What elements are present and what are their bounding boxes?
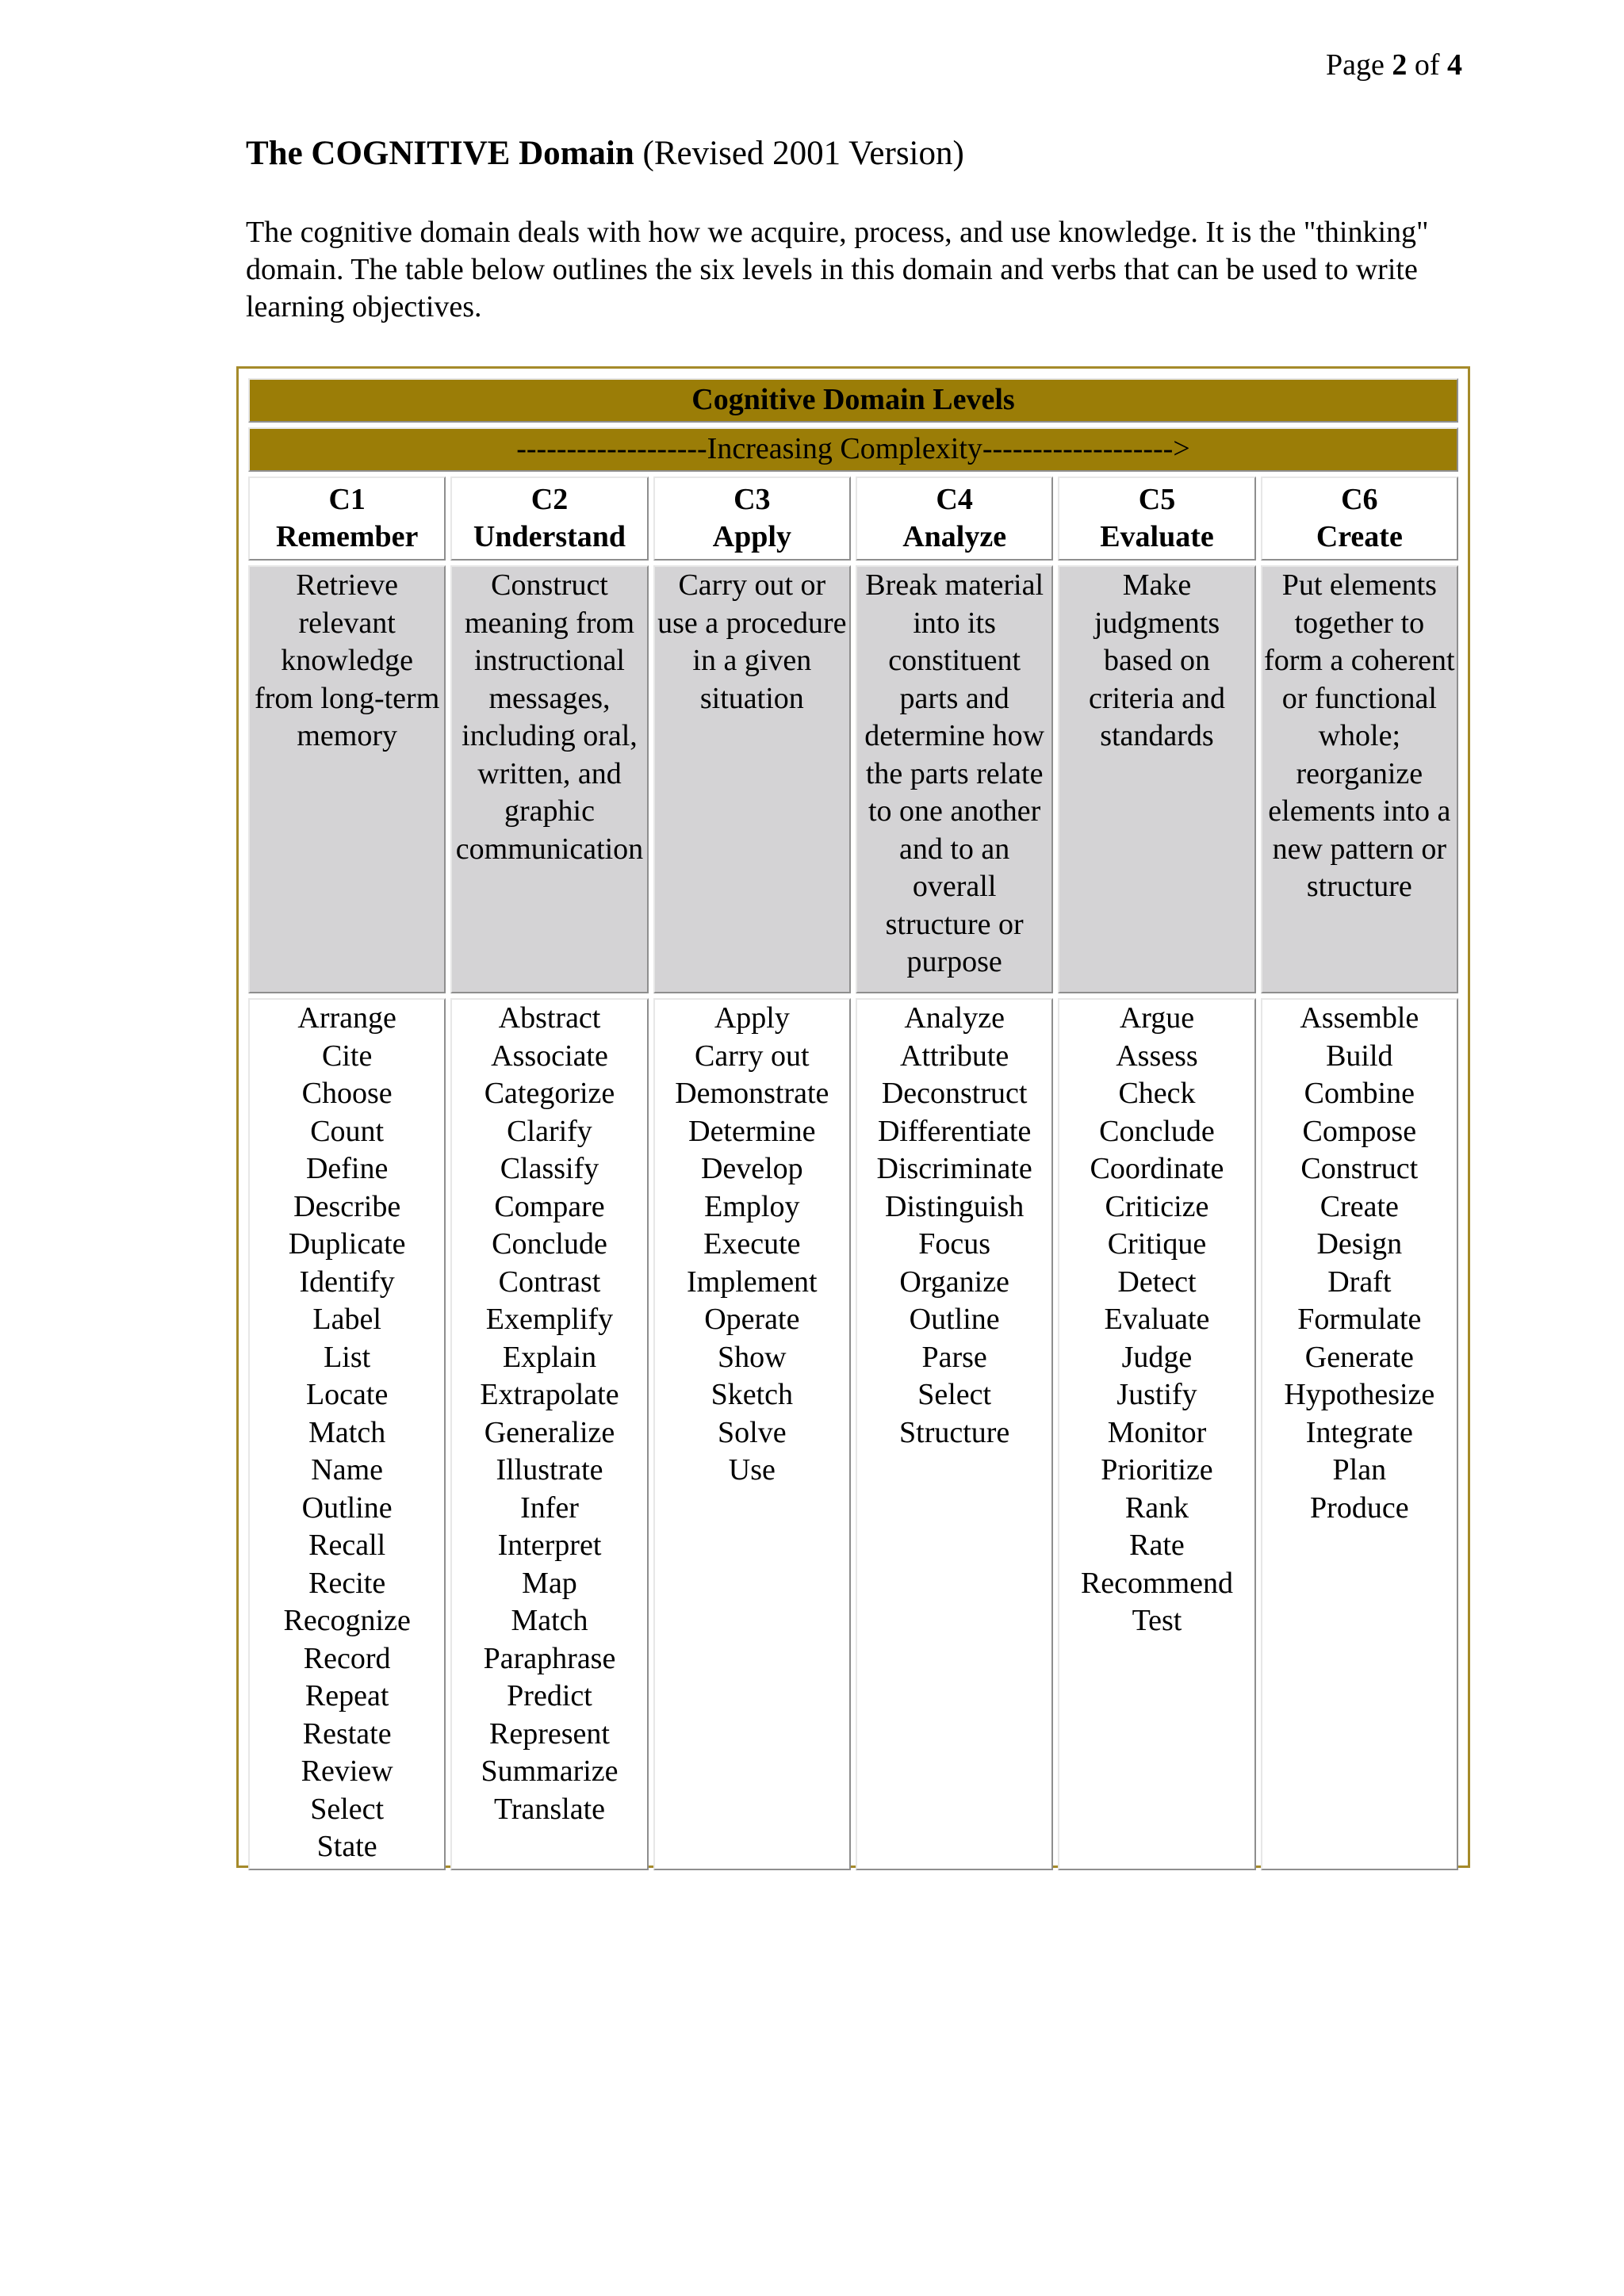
verb-item: Classify [500,1152,599,1185]
verb-item: Illustrate [496,1453,603,1487]
verb-item: Show [718,1340,787,1374]
verb-item: Operate [704,1303,800,1336]
verb-item: Combine [1304,1077,1415,1110]
level-description: Retrieve relevant knowledge from long-term memory [248,565,446,993]
verb-item: Define [305,1152,389,1185]
verb-item: Exemplify [485,1303,614,1336]
level-name: Apply [712,520,791,553]
verb-item: Criticize [1105,1189,1209,1223]
level-verbs [1058,998,1255,1870]
verb-item: Apply [714,1001,790,1035]
verb-item: Draft [1327,1265,1392,1299]
level-code: C3 [733,482,771,516]
verb-item: Create [1320,1189,1399,1223]
verb-item: Generalize [484,1415,615,1449]
verb-item: Sketch [710,1378,794,1411]
page-prefix: Page [1325,48,1385,82]
verb-item: Prioritize [1101,1453,1213,1487]
level-description-row [248,565,1458,993]
verb-item: Hypothesize [1284,1378,1435,1411]
verb-item: Paraphrase [483,1641,616,1675]
verb-item: Parse [921,1340,987,1374]
verb-item: Determine [688,1114,816,1148]
level-code: C6 [1341,482,1378,516]
verb-item: Demonstrate [675,1077,829,1110]
verb-item: Distinguish [885,1189,1025,1223]
level-description: Make judgments based on criteria and standards [1058,565,1255,993]
verb-item: Match [308,1415,386,1449]
verb-item: Repeat [304,1679,389,1712]
verb-item: Extrapolate [480,1378,619,1411]
verb-item: Solve [718,1415,787,1449]
page-of: of [1414,48,1440,82]
intro-paragraph: The cognitive domain deals with how we acquire, process, and use knowledge. It is the "thinking" domain. The table below outlines the six levels in this domain and verbs that can be used to write learning objectives. [246,216,1429,323]
complexity-row [248,427,1458,472]
level-name: Evaluate [1100,520,1214,553]
verb-item: Outline [909,1303,1000,1336]
verb-item: Analyze [904,1001,1005,1035]
verb-item: Choose [301,1077,393,1110]
page-title [246,133,964,174]
verb-item: Select [917,1378,992,1411]
verb-item: Execute [703,1227,801,1261]
verb-item: Abstract [498,1001,601,1035]
verb-item: Deconstruct [881,1077,1028,1110]
level-code: C5 [1138,482,1176,516]
verb-item: Conclude [492,1227,607,1261]
verb-item: Compare [494,1189,605,1223]
verb-item: Count [310,1114,385,1148]
level-header [1058,476,1255,561]
level-name: Understand [473,520,626,553]
verb-item: Label [312,1303,381,1336]
verb-item: Record [303,1641,391,1675]
verb-item: Predict [507,1679,592,1712]
verb-item: Identify [299,1265,395,1299]
verb-item: Detect [1117,1265,1197,1299]
level-description: Carry out or use a procedure in a given situation [653,565,851,993]
verb-item: Restate [302,1716,392,1751]
level-code: C2 [530,482,569,516]
verb-item: Discriminate [876,1152,1032,1185]
page-title-bold: The COGNITIVE Domain [246,135,634,172]
level-name: Analyze [902,520,1007,553]
verb-item: Design [1316,1227,1403,1261]
level-verbs [856,998,1053,1870]
table-title: Cognitive Domain Levels [248,378,1458,423]
verb-item: Organize [899,1265,1009,1299]
verb-item: Conclude [1099,1114,1215,1148]
verb-item: Cite [322,1039,373,1073]
page-current: 2 [1392,48,1408,82]
verb-item: Categorize [484,1077,615,1110]
level-code: C4 [936,482,973,516]
verb-item: Rate [1129,1529,1185,1562]
verb-item: Formulate [1297,1303,1422,1336]
verb-item: Focus [918,1227,991,1261]
level-description: Construct meaning from instructional messages, including oral, written, and graphic communication [450,565,648,993]
verb-item: Describe [293,1189,401,1223]
verb-item: Generate [1304,1340,1414,1374]
verb-item: Evaluate [1104,1303,1210,1336]
level-verbs [450,998,648,1870]
verb-item: Outline [301,1490,393,1525]
verb-item: Structure [899,1415,1010,1449]
level-description: Break material into its constituent parts and determine how the parts relate to one another and to an overall structure or purpose [856,565,1053,993]
verb-item: Employ [704,1189,800,1223]
page-title-subtitle: (Revised 2001 Version) [642,135,964,172]
level-header [248,476,446,561]
page-total: 4 [1447,48,1462,82]
verb-item: Rank [1124,1490,1189,1525]
level-verbs [1261,998,1458,1870]
verb-item: Summarize [481,1755,619,1788]
level-description: Put elements together to form a coherent or functional whole; reorganize elements into a new pattern or structure [1261,565,1458,993]
verb-item: Integrate [1305,1415,1413,1449]
verb-item: Interpret [497,1529,602,1562]
verb-item: Duplicate [288,1227,406,1261]
levels-table [243,373,1463,1875]
verb-item: Infer [520,1490,579,1525]
verb-item: Plan [1332,1453,1387,1487]
verb-item: Review [301,1755,393,1788]
verb-item: Use [728,1453,776,1487]
verb-item: Judge [1121,1340,1193,1374]
verb-item: Test [1132,1604,1182,1637]
verb-item: Recite [308,1566,386,1600]
table-title-row [248,378,1458,423]
level-header [1261,476,1458,561]
verb-item: Build [1326,1039,1393,1073]
verb-item: Compose [1302,1114,1417,1148]
page-number [1326,48,1462,84]
verb-item: Argue [1119,1001,1195,1035]
level-name: Create [1316,520,1403,553]
level-code: C1 [328,482,366,516]
verb-item: Develop [700,1152,803,1185]
verb-item: Locate [305,1378,389,1411]
verb-item: List [324,1340,371,1374]
verb-item: Name [311,1453,384,1487]
verb-item: Check [1118,1077,1196,1110]
verb-item: Differentiate [877,1114,1032,1148]
verb-item: Carry out [695,1039,810,1073]
level-verbs-row [248,998,1458,1870]
verb-item: Associate [491,1039,608,1073]
level-verbs [248,998,446,1870]
verb-item: Contrast [498,1265,601,1299]
level-header [653,476,851,561]
complexity-label: -------------------Increasing Complexity-------------------> [248,427,1458,472]
verb-item: Implement [687,1265,818,1299]
level-header-row [248,476,1458,561]
level-verbs [653,998,851,1870]
verb-item: Clarify [507,1114,592,1148]
verb-item: Translate [493,1792,606,1826]
verb-item: State [316,1830,377,1863]
verb-item: Justify [1116,1378,1197,1411]
verb-item: Map [522,1566,577,1600]
verb-item: Construct [1300,1152,1419,1185]
verb-item: Assemble [1300,1001,1419,1035]
verb-item: Recall [308,1529,386,1562]
verb-item: Represent [489,1716,610,1751]
verb-item: Explain [502,1340,597,1374]
verb-item: Select [310,1792,385,1826]
verb-item: Recognize [283,1604,411,1637]
verb-item: Attribute [900,1039,1009,1073]
verb-item: Coordinate [1090,1152,1224,1185]
verb-item: Match [511,1604,588,1637]
verb-item: Assess [1116,1039,1198,1073]
verb-item: Produce [1310,1490,1409,1525]
level-header [450,476,648,561]
verb-item: Recommend [1080,1566,1233,1600]
level-header [856,476,1053,561]
verb-item: Critique [1107,1227,1207,1261]
verb-item: Arrange [297,1001,396,1035]
cognitive-domain-table [236,366,1470,1868]
level-name: Remember [275,520,419,553]
verb-item: Monitor [1107,1415,1207,1449]
